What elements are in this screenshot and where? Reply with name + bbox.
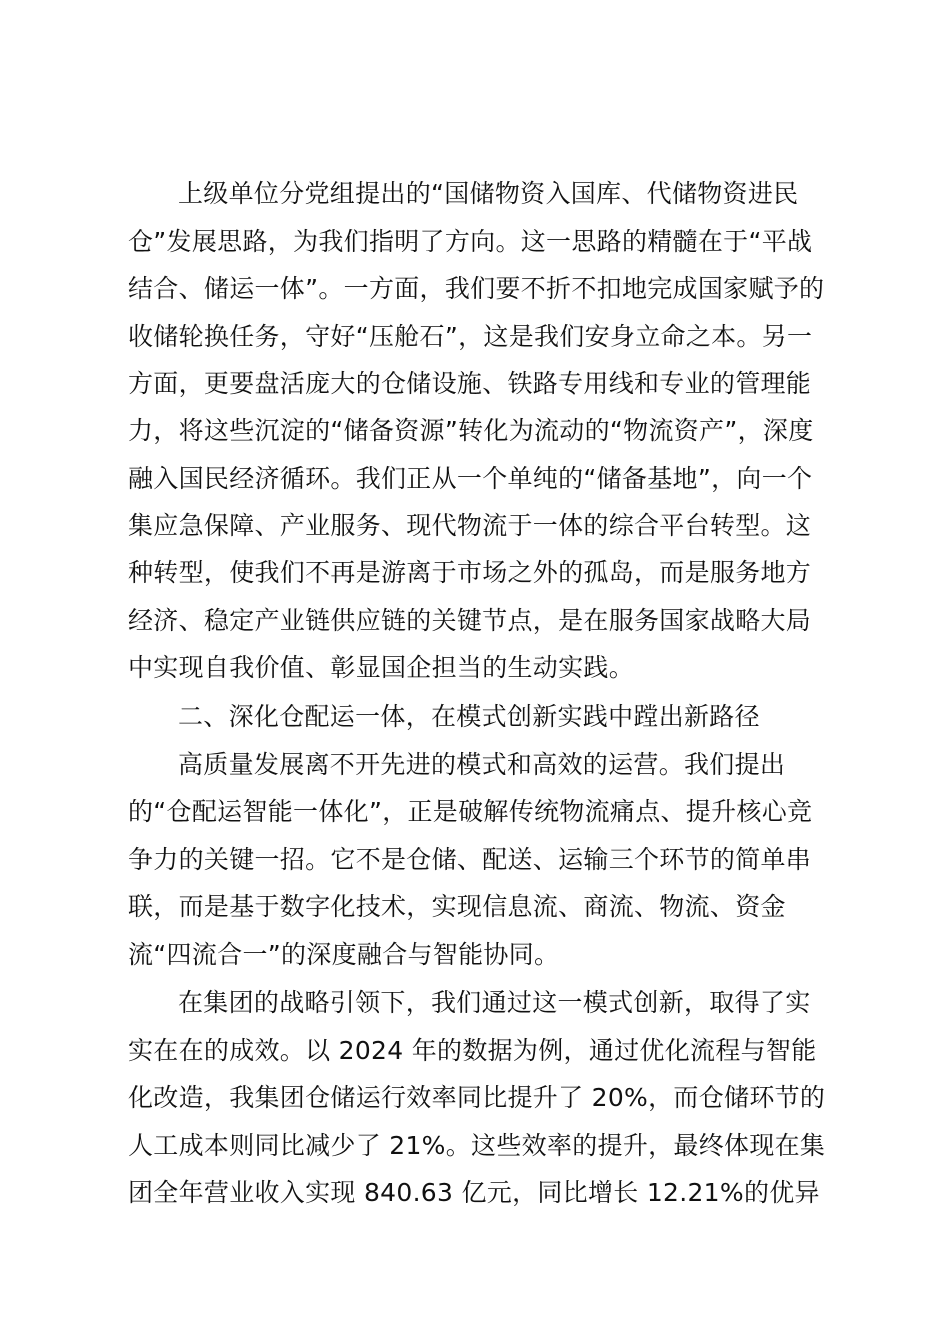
paragraph-line: 上级单位分党组提出的“国储物资入国库、代储物资进民 [178, 179, 799, 208]
paragraph-line: 力，将这些沉淀的“储备资源”转化为流动的“物流资产”，深度 [128, 416, 814, 445]
paragraph-line: 实在在的成效。以 2024 年的数据为例，通过优化流程与智能 [128, 1036, 817, 1065]
paragraph-line: 化改造，我集团仓储运行效率同比提升了 20%，而仓储环节的 [128, 1083, 826, 1112]
paragraph-line: 种转型，使我们不再是游离于市场之外的孤岛，而是服务地方 [128, 558, 812, 587]
paragraph-line: 结合、储运一体”。一方面，我们要不折不扣地完成国家赋予的 [128, 274, 825, 303]
paragraph-line: 集应急保障、产业服务、现代物流于一体的综合平台转型。这 [128, 511, 812, 540]
paragraph-line: 经济、稳定产业链供应链的关键节点，是在服务国家战略大局 [128, 606, 812, 635]
paragraph-line: 高质量发展离不开先进的模式和高效的运营。我们提出 [178, 750, 786, 779]
paragraph-line: 流“四流合一”的深度融合与智能协同。 [128, 940, 560, 969]
section-heading: 二、深化仓配运一体，在模式创新实践中蹚出新路径 [178, 702, 760, 731]
paragraph-line: 争力的关键一招。它不是仓储、配送、运输三个环节的简单串 [128, 845, 812, 874]
paragraph-line: 人工成本则同比减少了 21%。这些效率的提升，最终体现在集 [128, 1131, 826, 1160]
paragraph-line: 的“仓配运智能一体化”，正是破解传统物流痛点、提升核心竞 [128, 797, 813, 826]
paragraph-line: 收储轮换任务，守好“压舱石”，这是我们安身立命之本。另一 [128, 322, 813, 351]
paragraph-line: 在集团的战略引领下，我们通过这一模式创新，取得了实 [178, 988, 811, 1017]
paragraph-line: 融入国民经济循环。我们正从一个单纯的“储备基地”，向一个 [128, 464, 813, 493]
paragraph-line: 联，而是基于数字化技术，实现信息流、商流、物流、资金 [128, 892, 786, 921]
paragraph-line: 中实现自我价值、彰显国企担当的生动实践。 [128, 653, 635, 682]
paragraph-line: 方面，更要盘活庞大的仓储设施、铁路专用线和专业的管理能 [128, 369, 812, 398]
paragraph-line: 仓”发展思路，为我们指明了方向。这一思路的精髓在于“平战 [128, 227, 813, 256]
paragraph-line: 团全年营业收入实现 840.63 亿元，同比增长 12.21%的优异 [128, 1178, 820, 1207]
